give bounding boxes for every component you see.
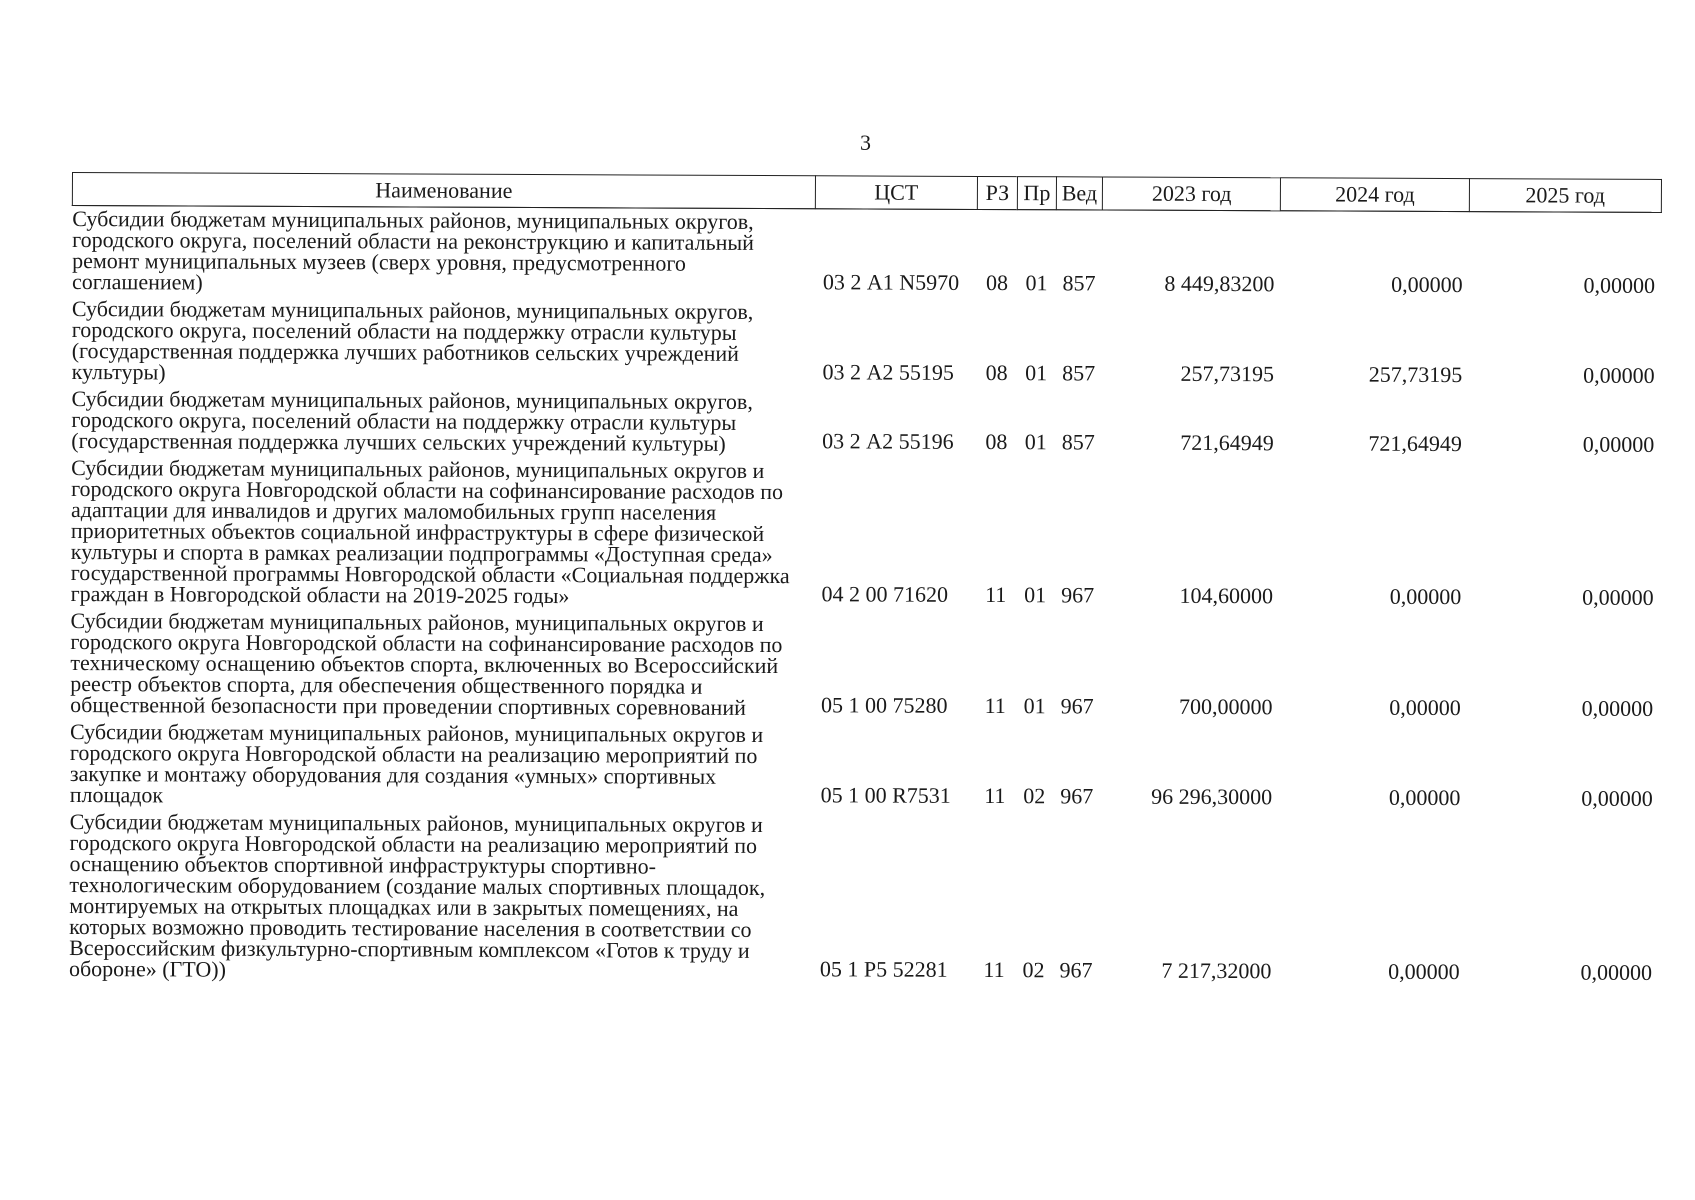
row-rz: 11 bbox=[984, 782, 1006, 809]
row-pr: 01 bbox=[1025, 270, 1048, 296]
header-ved: Вед bbox=[1056, 177, 1103, 210]
header-cst: ЦСТ bbox=[815, 176, 977, 210]
table-row bbox=[70, 719, 1659, 816]
row-2024: 0,00000 bbox=[1389, 694, 1461, 721]
row-ved: 967 bbox=[1060, 693, 1094, 719]
row-ved: 857 bbox=[1062, 270, 1096, 296]
row-pr: 01 bbox=[1025, 360, 1048, 386]
row-2023: 8 449,83200 bbox=[1164, 270, 1275, 297]
row-2024: 0,00000 bbox=[1391, 271, 1463, 298]
header-2023: 2023 год bbox=[1103, 177, 1281, 211]
row-2025: 0,00000 bbox=[1583, 362, 1655, 388]
row-rz: 11 bbox=[984, 692, 1006, 719]
row-cst: 03 2 А2 55195 bbox=[822, 359, 954, 385]
row-pr: 02 bbox=[1022, 957, 1045, 983]
row-2023: 7 217,32000 bbox=[1161, 957, 1272, 984]
row-pr: 01 bbox=[1024, 582, 1047, 608]
row-2024: 721,64949 bbox=[1368, 430, 1463, 457]
row-2023: 96 296,30000 bbox=[1151, 783, 1273, 810]
row-cst: 03 2 А2 55196 bbox=[822, 428, 954, 454]
row-ved: 967 bbox=[1060, 783, 1094, 809]
table-row bbox=[71, 455, 1661, 615]
row-cst: 04 2 00 71620 bbox=[821, 581, 949, 607]
row-cst: 05 1 00 R7531 bbox=[820, 782, 951, 808]
row-rz: 08 bbox=[986, 269, 1009, 296]
row-2024: 0,00000 bbox=[1389, 583, 1462, 610]
row-2025: 0,00000 bbox=[1581, 695, 1654, 721]
row-2024: 0,00000 bbox=[1388, 784, 1461, 811]
row-cst: 03 2 А1 N5970 bbox=[822, 269, 960, 295]
row-rz: 08 bbox=[985, 428, 1008, 455]
row-2024: 0,00000 bbox=[1388, 958, 1460, 985]
row-name: Субсидии бюджетам муниципальных районов, муниципальных округов и городского округа Новгородской области на софинансирование расходов по техническому оснащению объектов спорта, включенных во Всероссийский реестр объектов спорта, для обеспечения общественного порядка и общественной безопасности при проведении спортивных соревнований bbox=[70, 607, 783, 720]
row-ved: 967 bbox=[1061, 582, 1095, 608]
budget-table bbox=[68, 172, 1662, 990]
table-row bbox=[72, 206, 1661, 303]
row-2023: 700,00000 bbox=[1179, 693, 1273, 720]
row-rz: 11 bbox=[985, 581, 1007, 608]
row-pr: 01 bbox=[1023, 693, 1046, 719]
row-ved: 857 bbox=[1061, 429, 1095, 455]
header-2024: 2024 год bbox=[1281, 178, 1469, 212]
row-2023: 721,64949 bbox=[1180, 429, 1274, 456]
table-row bbox=[70, 608, 1659, 726]
row-2024: 257,73195 bbox=[1368, 361, 1463, 388]
table-row bbox=[72, 296, 1661, 393]
row-cst: 05 1 P5 52281 bbox=[819, 956, 948, 982]
row-2023: 104,60000 bbox=[1179, 582, 1274, 609]
row-rz: 11 bbox=[983, 956, 1005, 983]
page-number: 3 bbox=[860, 130, 871, 155]
row-name: Субсидии бюджетам муниципальных районов, муниципальных округов и городского округа Новгородской области на реализацию мероприятий по закупке и монтажу оборудования для создания «умных» спортивных площадок bbox=[69, 718, 764, 808]
row-name: Субсидии бюджетам муниципальных районов, муниципальных округов и городского округа Новгородской области на софинансирование расходов по адаптации для инвалидов и других маломобильных групп населения приоритетных объектов социальной инфраструктуры в сфере физической культуры и спорта в рамках реализации подпрограммы «Доступная среда» государственной программы Новгородской области «Социальная поддержка граждан в Новгородской области на 2019-2025 годы» bbox=[70, 454, 790, 609]
header-name: Наименование bbox=[72, 173, 815, 209]
table-row bbox=[69, 809, 1659, 990]
row-2023: 257,73195 bbox=[1180, 360, 1275, 387]
row-2025: 0,00000 bbox=[1580, 959, 1653, 985]
header-2025: 2025 год bbox=[1469, 179, 1662, 213]
row-name: Субсидии бюджетам муниципальных районов, муниципальных округов, городского округа, поселений области на реконструкцию и капитальный ремонт муниципальных музеев (сверх уровня, предусмотренного соглашением) bbox=[71, 206, 755, 295]
row-name: Субсидии бюджетам муниципальных районов, муниципальных округов и городского округа Новгородской области на реализацию мероприятий по оснащению объектов спортивной инфраструктуры спортивно-технологическим оборудованием (создание малых спортивных площадок, монтируемых на открытых площадках или в закрытых помещениях, на которых возможно проводить тестирование населения в соответствии со Всероссийским физкультурно-спортивным комплексом «Готов к труду и обороне» (ГТО)) bbox=[68, 808, 766, 982]
header-rz: РЗ bbox=[977, 176, 1018, 209]
row-2025: 0,00000 bbox=[1583, 272, 1656, 298]
row-2025: 0,00000 bbox=[1581, 785, 1653, 811]
header-pr: Пр bbox=[1018, 177, 1057, 210]
table-row bbox=[71, 386, 1660, 462]
row-pr: 01 bbox=[1024, 429, 1047, 455]
row-ved: 967 bbox=[1059, 957, 1093, 983]
budget-table-sheet bbox=[68, 172, 1662, 990]
row-rz: 08 bbox=[985, 359, 1008, 386]
row-cst: 05 1 00 75280 bbox=[821, 692, 948, 718]
row-name: Субсидии бюджетам муниципальных районов, муниципальных округов, городского округа, поселений области на поддержку отрасли культуры (государственная поддержка лучших сельских учреждений культуры) bbox=[71, 386, 753, 456]
row-2025: 0,00000 bbox=[1582, 584, 1654, 610]
row-name: Субсидии бюджетам муниципальных районов, муниципальных округов, городского округа, поселений области на поддержку отрасли культуры (государственная поддержка лучших работников сельских учреждений культуры) bbox=[71, 296, 754, 385]
row-ved: 857 bbox=[1062, 360, 1096, 386]
row-pr: 02 bbox=[1023, 783, 1046, 809]
row-2025: 0,00000 bbox=[1582, 431, 1655, 457]
